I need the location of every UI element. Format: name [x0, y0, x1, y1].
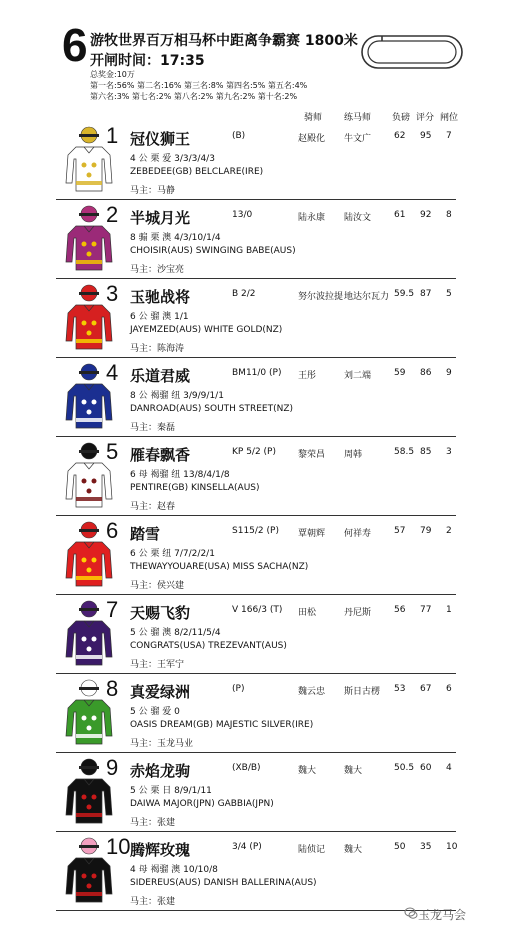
- race-number: 6: [62, 19, 88, 71]
- trainer-name: 牛文广: [344, 134, 372, 144]
- rating: 92: [420, 210, 432, 220]
- trainer-name: 丹尼斯: [344, 608, 372, 618]
- horse-info: 6 母 褐骝 纽 13/8/4/1/8: [130, 470, 230, 480]
- runner-row: [56, 358, 456, 437]
- gear-record: 13/0: [232, 210, 253, 220]
- horse-info: 8 骟 栗 澳 4/3/10/1/4: [130, 233, 221, 243]
- jockey-name: 赵殿化: [298, 134, 326, 144]
- gear-record: (XB/B): [232, 763, 261, 773]
- horse-name: 腾辉玫瑰: [130, 841, 191, 859]
- gear-record: B 2/2: [232, 289, 256, 299]
- horse-name: 半城月光: [130, 209, 191, 227]
- draw: 5: [446, 289, 452, 299]
- pedigree: CONGRATS(USA) TREZEVANT(AUS): [130, 641, 287, 651]
- owner: 马主：秦磊: [130, 423, 176, 433]
- rating: 79: [420, 526, 432, 536]
- owner: 马主：沙宝亮: [130, 265, 185, 275]
- rating: 87: [420, 289, 432, 299]
- watermark: 玉龙马会: [418, 908, 467, 922]
- owner: 马主：玉龙马业: [130, 739, 194, 749]
- jockey-name: 王彤: [298, 371, 317, 381]
- weight: 56: [394, 605, 406, 615]
- weight: 61: [394, 210, 406, 220]
- draw: 8: [446, 210, 452, 220]
- total-purse: 总奖金:10万: [90, 70, 135, 79]
- runner-row: [56, 200, 456, 279]
- runner-row: [56, 832, 456, 911]
- runner-number: 2: [106, 202, 119, 227]
- runner-number: 1: [106, 123, 119, 148]
- jockey-name: 田松: [298, 608, 317, 618]
- horse-info: 5 公 骝 澳 8/2/11/5/4: [130, 628, 221, 638]
- race-header: [0, 0, 520, 123]
- trainer-name: 陆汝文: [344, 213, 372, 223]
- horse-info: 8 公 褐骝 纽 3/9/9/1/1: [130, 391, 224, 401]
- runner-row: [56, 595, 456, 674]
- draw: 6: [446, 684, 452, 694]
- runner-row: [56, 516, 456, 595]
- jockey-name: 陆侦记: [298, 845, 326, 855]
- trainer-name: 周韩: [344, 450, 363, 460]
- weight: 62: [394, 131, 406, 141]
- owner: 马主：侯兴建: [130, 581, 185, 591]
- rating: 67: [420, 684, 432, 694]
- draw: 10: [446, 842, 458, 852]
- runner-number: 10: [106, 834, 131, 859]
- horse-name: 乐道君威: [130, 367, 191, 385]
- runner-number: 6: [106, 518, 119, 543]
- owner: 马主：王军宁: [130, 660, 185, 670]
- prize-splits-line: 第六名:3% 第七名:2% 第八名:2% 第九名:2% 第十名:2%: [90, 92, 298, 101]
- horse-info: 6 公 栗 纽 7/7/2/2/1: [130, 549, 215, 559]
- pedigree: ZEBEDEE(GB) BELCLARE(IRE): [130, 167, 264, 177]
- wechat-icon: [404, 906, 418, 920]
- horse-info: 4 公 栗 爱 3/3/3/4/3: [130, 154, 215, 164]
- rating: 95: [420, 131, 432, 141]
- runner-number: 8: [106, 676, 119, 701]
- owner: 马主：张建: [130, 897, 176, 907]
- runner-row: [56, 674, 456, 753]
- horse-name: 真爱绿洲: [130, 683, 191, 701]
- runner-number: 7: [106, 597, 119, 622]
- col-draw: 闸位: [440, 113, 459, 123]
- owner: 马主：马静: [130, 186, 176, 196]
- weight: 59: [394, 368, 406, 378]
- gear-record: V 166/3 (T): [232, 605, 283, 615]
- horse-info: 5 公 栗 日 8/9/1/11: [130, 786, 212, 796]
- weight: 50.5: [394, 763, 415, 773]
- pedigree: DANROAD(AUS) SOUTH STREET(NZ): [130, 404, 294, 414]
- col-weight: 负磅: [392, 113, 411, 123]
- prize-splits-line: 第一名:56% 第二名:16% 第三名:8% 第四名:5% 第五名:4%: [90, 81, 308, 90]
- jockey-name: 黎荣昌: [298, 450, 326, 460]
- weight: 53: [394, 684, 406, 694]
- pedigree: SIDEREUS(AUS) DANISH BALLERINA(AUS): [130, 878, 317, 888]
- weight: 59.5: [394, 289, 415, 299]
- gear-record: 3/4 (P): [232, 842, 262, 852]
- pedigree: CHOISIR(AUS) SWINGING BABE(AUS): [130, 246, 296, 256]
- trainer-name: 刘二端: [344, 371, 372, 381]
- gear-record: KP 5/2 (P): [232, 447, 276, 457]
- race-title: 游牧世界百万相马杯中距离争霸赛 1800米: [90, 33, 358, 49]
- col-trainer: 练马师: [344, 113, 372, 123]
- horse-name: 赤焰龙驹: [130, 762, 191, 780]
- runner-row: [56, 437, 456, 516]
- jockey-name: 努尔波拉提: [298, 292, 344, 302]
- jockey-name: 覃朝辉: [298, 529, 326, 539]
- weight: 57: [394, 526, 406, 536]
- jockey-name: 魏大: [298, 766, 317, 776]
- pedigree: THEWAYYOUARE(USA) MISS SACHA(NZ): [130, 562, 309, 572]
- trainer-name: 斯日古楞: [344, 687, 381, 697]
- pedigree: OASIS DREAM(GB) MAJESTIC SILVER(IRE): [130, 720, 314, 730]
- gear-record: (P): [232, 684, 245, 694]
- rating: 85: [420, 447, 432, 457]
- draw: 9: [446, 368, 452, 378]
- rating: 86: [420, 368, 432, 378]
- horse-name: 玉驰战将: [130, 288, 191, 306]
- runner-row: [56, 279, 456, 358]
- pedigree: PENTIRE(GB) KINSELLA(AUS): [130, 483, 260, 493]
- prize-splits: [90, 80, 307, 102]
- horse-name: 雁春飘香: [130, 446, 191, 464]
- racetrack-icon: [360, 32, 464, 72]
- runner-number: 5: [106, 439, 119, 464]
- jockey-name: 陆永康: [298, 213, 326, 223]
- horse-info: 4 母 褐骝 澳 10/10/8: [130, 865, 218, 875]
- trainer-name: 魏大: [344, 766, 363, 776]
- horse-info: 6 公 骝 澳 1/1: [130, 312, 189, 322]
- draw: 3: [446, 447, 452, 457]
- jockey-name: 魏云忠: [298, 687, 326, 697]
- rating: 60: [420, 763, 432, 773]
- runner-row: [56, 121, 456, 200]
- horse-name: 踏雪: [130, 525, 161, 543]
- rating: 35: [420, 842, 432, 852]
- owner: 马主：赵春: [130, 502, 176, 512]
- rating: 77: [420, 605, 432, 615]
- draw: 2: [446, 526, 452, 536]
- trainer-name: 何祥寿: [344, 529, 372, 539]
- owner: 马主：张建: [130, 818, 176, 828]
- runner-number: 4: [106, 360, 119, 385]
- draw: 7: [446, 131, 452, 141]
- gear-record: BM11/0 (P): [232, 368, 282, 378]
- runner-number: 9: [106, 755, 119, 780]
- weight: 58.5: [394, 447, 415, 457]
- draw: 1: [446, 605, 452, 615]
- runner-row: [56, 753, 456, 832]
- col-jockey: 骑师: [304, 113, 323, 123]
- horse-name: 天赐飞豹: [130, 604, 191, 622]
- pedigree: JAYEMZED(AUS) WHITE GOLD(NZ): [130, 325, 283, 335]
- col-rating: 评分: [416, 113, 435, 123]
- trainer-name: 地达尔瓦力: [344, 292, 390, 302]
- horse-name: 冠仪狮王: [130, 130, 191, 148]
- owner: 马主：陈海涛: [130, 344, 185, 354]
- runner-number: 3: [106, 281, 119, 306]
- gear-record: S115/2 (P): [232, 526, 279, 536]
- off-time: 开闸时间：17:35: [90, 53, 205, 69]
- horse-info: 5 公 骝 爱 0: [130, 707, 180, 717]
- weight: 50: [394, 842, 406, 852]
- gear-record: (B): [232, 131, 246, 141]
- pedigree: DAIWA MAJOR(JPN) GABBIA(JPN): [130, 799, 274, 809]
- trainer-name: 魏大: [344, 845, 363, 855]
- draw: 4: [446, 763, 452, 773]
